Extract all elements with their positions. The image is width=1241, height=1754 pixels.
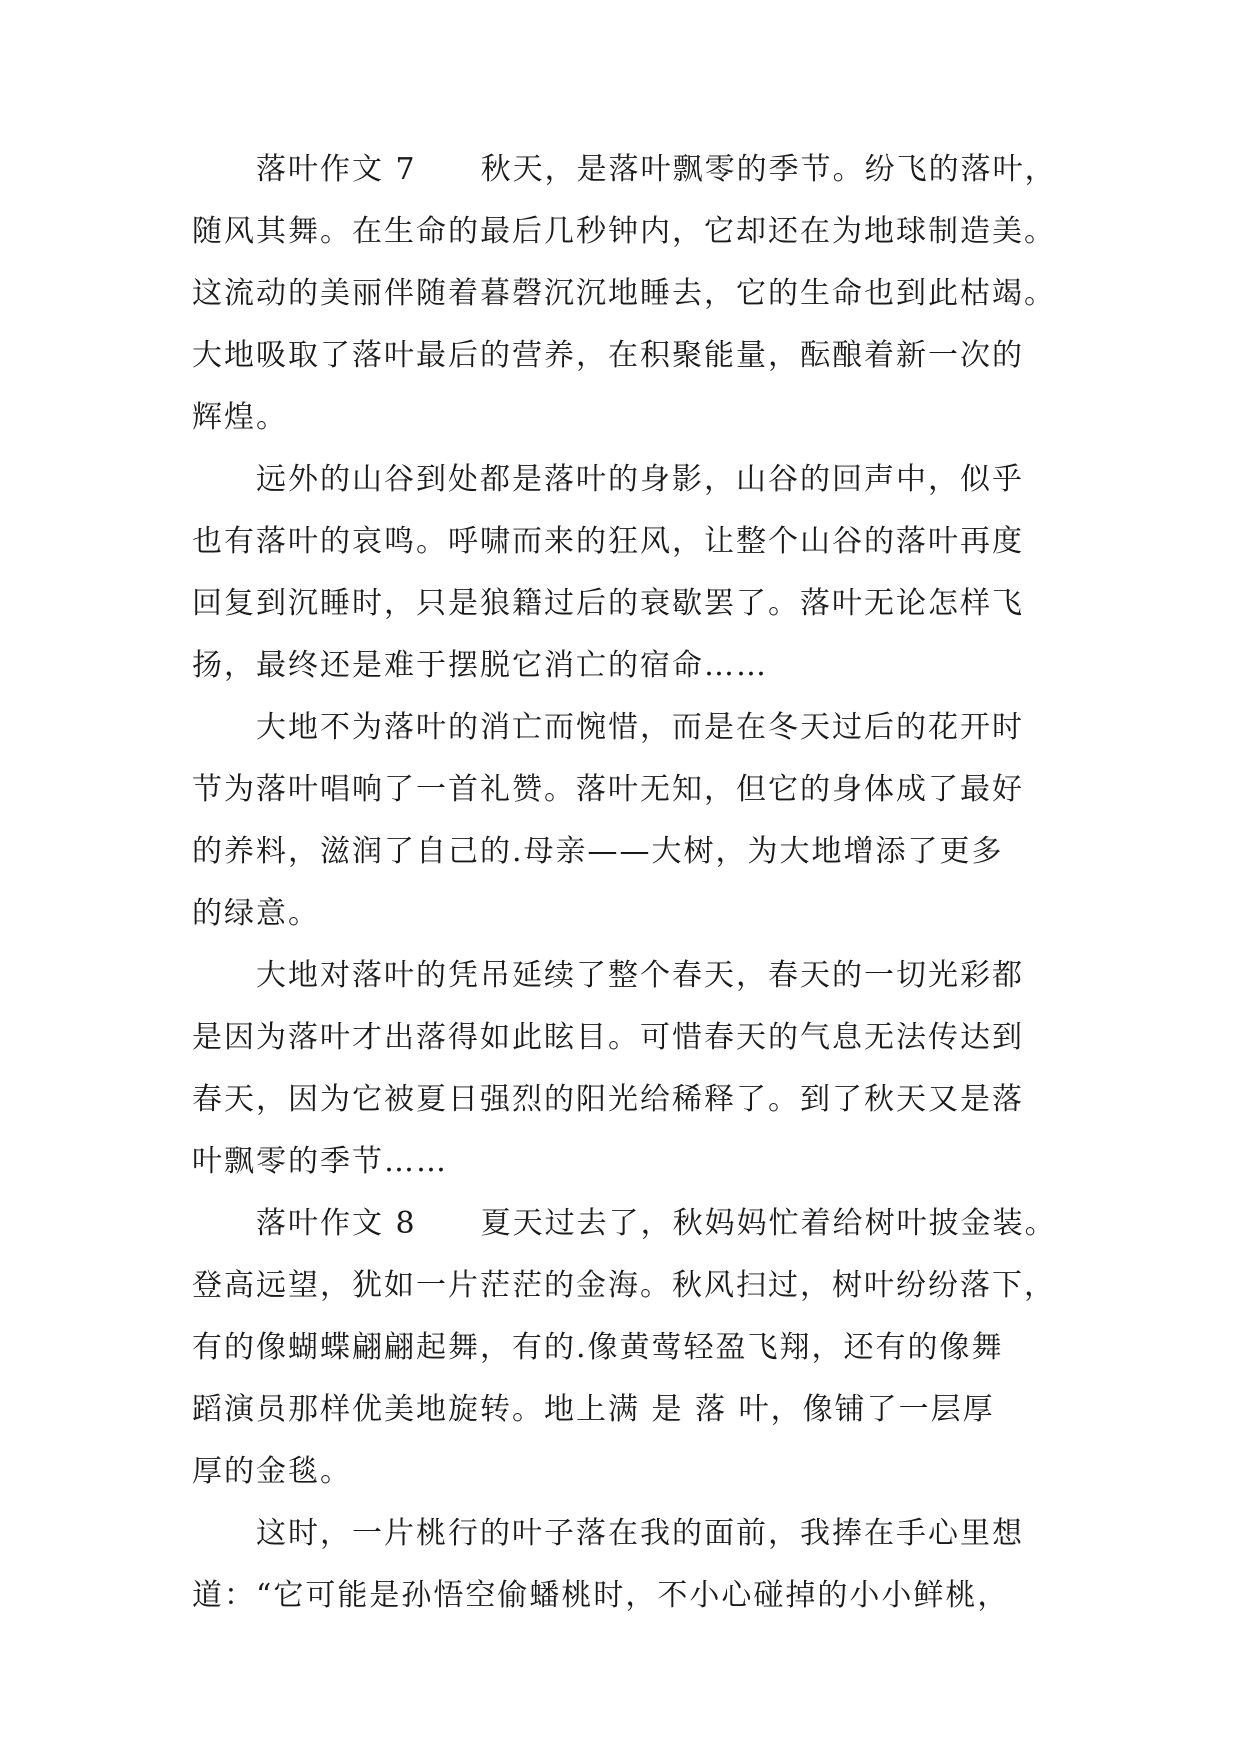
text-line: 回复到沉睡时，只是狼籍过后的衰歇罢了。落叶无论怎样飞 [192,586,1024,621]
text-line: 辉煌。 [192,400,288,435]
text-line: 随风其舞。在生命的最后几秒钟内，它却还在为地球制造美。 [192,214,1056,249]
paragraph-start-line: 远外的山谷到处都是落叶的身影，山谷的回声中，似乎 [256,462,1024,497]
text-line: 节为落叶唱响了一首礼赞。落叶无知，但它的身体成了最好 [192,772,1024,807]
text-line: 春天，因为它被夏日强烈的阳光给稀释了。到了秋天又是落 [192,1082,1024,1117]
text-line: 有的像蝴蝶翩翩起舞，有的.像黄莺轻盈飞翔，还有的像舞 [192,1330,1004,1365]
text-line: 道：“它可能是孙悟空偷蟠桃时，不小心碰掉的小小鲜桃， [192,1578,1010,1613]
text-line: 蹈演员那样优美地旋转。地上满 是 落 叶，像铺了一层厚 [192,1392,995,1427]
essay-8-heading-line: 落叶作文 8 夏天过去了，秋妈妈忙着给树叶披金装。 [256,1206,1057,1241]
paragraph-start-line: 这时，一片桃行的叶子落在我的面前，我捧在手心里想 [256,1516,1024,1551]
text-line: 的养料，滋润了自己的.母亲——大树，为大地增添了更多 [192,834,1004,869]
essay-7-heading-line: 落叶作文 7 秋天，是落叶飘零的季节。纷飞的落叶， [256,152,1057,187]
text-line: 是因为落叶才出落得如此眩目。可惜春天的气息无法传达到 [192,1020,1024,1055]
text-line: 这流动的美丽伴随着暮磬沉沉地睡去，它的生命也到此枯竭。 [192,276,1056,311]
text-line: 厚的金毯。 [192,1454,352,1489]
text-line: 登高远望，犹如一片茫茫的金海。秋风扫过，树叶纷纷落下， [192,1268,1056,1303]
paragraph-start-line: 大地对落叶的凭吊延续了整个春天，春天的一切光彩都 [256,958,1024,993]
text-line: 也有落叶的哀鸣。呼啸而来的狂风，让整个山谷的落叶再度 [192,524,1024,559]
text-line: 叶飘零的季节…… [192,1144,448,1179]
text-line: 大地吸取了落叶最后的营养，在积聚能量，酝酿着新一次的 [192,338,1024,373]
paragraph-start-line: 大地不为落叶的消亡而惋惜，而是在冬天过后的花开时 [256,710,1024,745]
text-line: 的绿意。 [192,896,320,931]
text-line: 扬，最终还是难于摆脱它消亡的宿命…… [192,648,768,683]
